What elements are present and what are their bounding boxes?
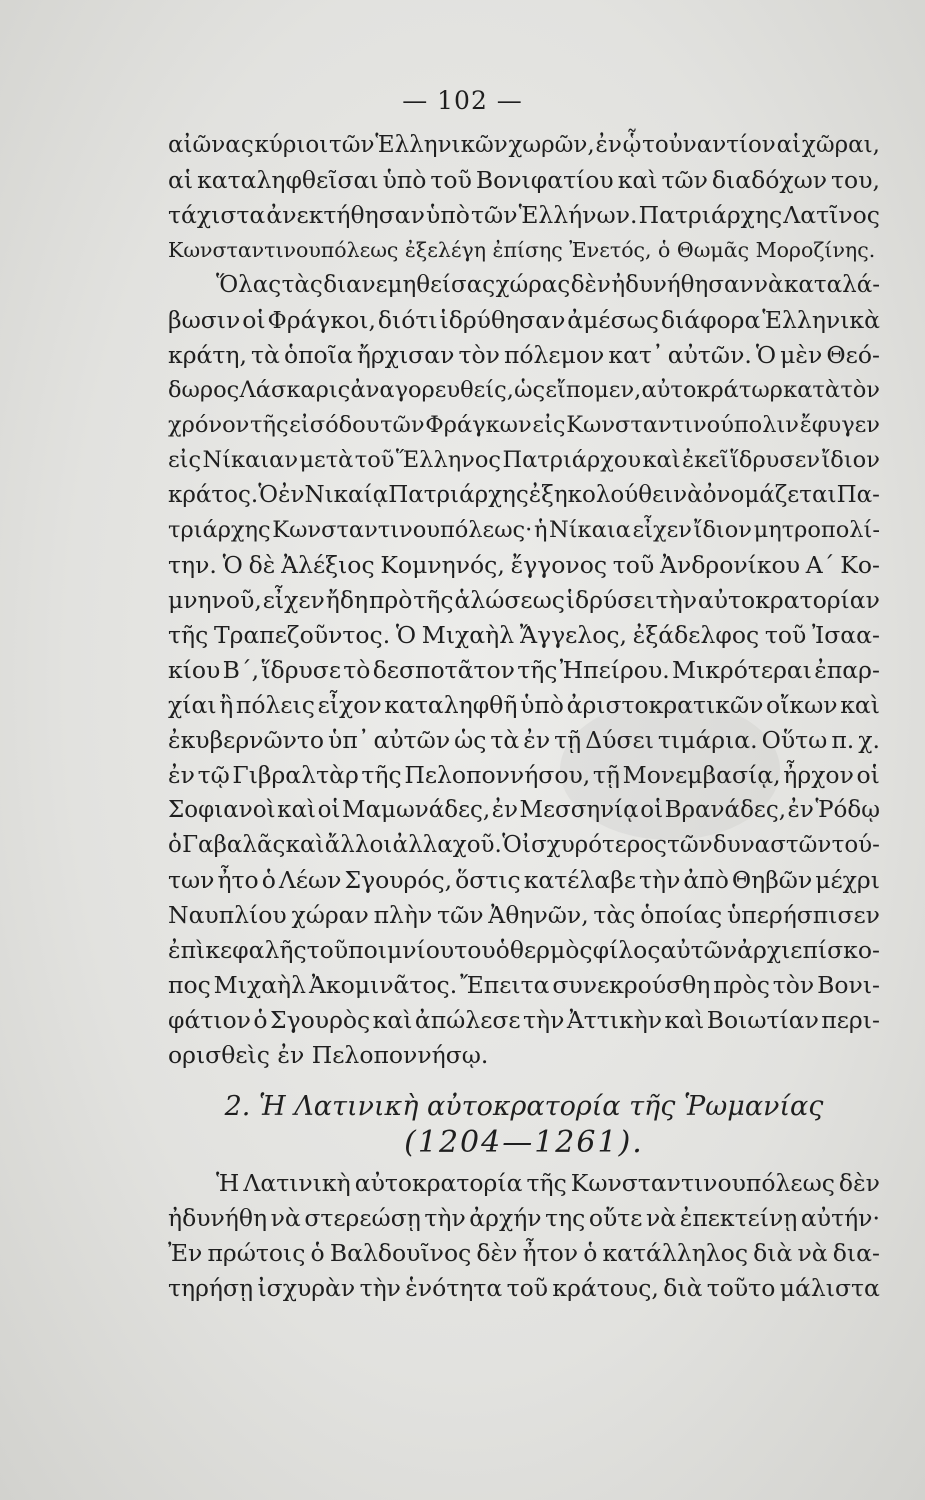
text-line: ἐκυβερνῶντο ὑπ᾿ αὐτῶν ὡς τὰ ἐν τῇ Δύσει τιμάρια. Οὕτω π. χ. [168, 726, 880, 754]
text-line: των ἦτο ὁ Λέων Σγουρός, ὅστις κατέλαβε τὴν ἀπὸ Θηβῶν μέχρι [168, 866, 880, 894]
text-block-section [168, 1166, 880, 1306]
text-line: τῆς Τραπεζοῦντος. Ὁ Μιχαὴλ Ἄγγελος, ἐξάδελφος τοῦ Ἰσαα- [168, 621, 880, 649]
text-line: ἠδυνήθη νὰ στερεώσῃ τὴν ἀρχήν της οὔτε νὰ ἐπεκτείνῃ αὐτήν· [168, 1204, 880, 1232]
text-line: τριάρχης Κωνσταντινουπόλεως· ἡ Νίκαια εἶχεν ἴδιον μητροπολί- [168, 517, 880, 543]
text-line: εἰς Νίκαιαν μετὰ τοῦ Ἕλληνος Πατριάρχου καὶ ἐκεῖ ἵδρυσεν ἴδιον [168, 447, 880, 473]
text-line: Ὅλας τὰς διανεμηθείσας χώρας δὲν ἠδυνήθησαν νὰ καταλά- [216, 272, 880, 298]
page-number: — 102 — [402, 86, 523, 115]
text-block-top [168, 128, 880, 1073]
text-line: κράτη, τὰ ὁποῖα ἤρχισαν τὸν πόλεμον κατ᾿ αὐτῶν. Ὁ μὲν Θεό- [168, 341, 880, 369]
text-line: ὁ Γαβαλᾶς καὶ ἄλλοι ἀλλαχοῦ. Ὁ ἰσχυρότερος τῶν δυναστῶν τού- [168, 832, 880, 858]
section-heading: 2. Ἡ Λατινικὴ αὐτοκρατορία τῆς Ῥωμανίας [224, 1091, 824, 1122]
text-line: μνηνοῦ, εἶχεν ἤδη πρὸ τῆς ἁλώσεως ἱδρύσει τὴν αὐτοκρατορίαν [168, 586, 880, 614]
text-line: τηρήσῃ ἰσχυρὰν τὴν ἑνότητα τοῦ κράτους, διὰ τοῦτο μάλιστα [168, 1274, 880, 1302]
text-line: αἱ καταληφθεῖσαι ὑπὸ τοῦ Βονιφατίου καὶ τῶν διαδόχων του, [168, 166, 880, 194]
text-line: πος Μιχαὴλ Ἀκομινᾶτος. Ἔπειτα συνεκρούσθη πρὸς τὸν Βονι- [168, 971, 880, 999]
text-line: Ναυπλίου χώραν πλὴν τῶν Ἀθηνῶν, τὰς ὁποίας ὑπερήσπισεν [168, 901, 880, 929]
text-line: χρόνον τῆς εἰσόδου τῶν Φράγκων εἰς Κωνσταντινούπολιν ἔφυγεν [168, 412, 880, 438]
section-heading-years: (1204—1261). [404, 1125, 644, 1160]
text-line: βωσιν οἱ Φράγκοι, διότι ἱδρύθησαν ἀμέσως διάφορα Ἑλληνικὰ [168, 306, 880, 334]
text-line: Κωνσταντινουπόλεως ἐξελέγη ἐπίσης Ἐνετός, ὁ Θωμᾶς Μοροζίνης. [168, 238, 876, 262]
text-line: τάχιστα ἀνεκτήθησαν ὑπὸ τῶν Ἑλλήνων. Πατριάρχης Λατῖνος [168, 201, 880, 229]
text-line: χίαι ἢ πόλεις εἶχον καταληφθῆ ὑπὸ ἀριστοκρατικῶν οἴκων καὶ [168, 691, 880, 719]
text-line: την. Ὁ δὲ Ἀλέξιος Κομνηνός, ἔγγονος τοῦ Ἀνδρονίκου Α´ Κο- [168, 551, 880, 579]
text-line: Ἡ Λατινικὴ αὐτοκρατορία τῆς Κωνσταντινουπόλεως δὲν [216, 1169, 880, 1197]
text-line: κίου Β´, ἵδρυσε τὸ δεσποτᾶτον τῆς Ἠπείρου. Μικρότεραι ἐπαρ- [168, 656, 880, 684]
text-line: Ἐν πρώτοις ὁ Βαλδουῖνος δὲν ἦτον ὁ κατάλληλος διὰ νὰ δια- [168, 1239, 880, 1267]
text-line: αἰῶνας κύριοι τῶν Ἑλληνικῶν χωρῶν, ἐν ᾧ τοὐναντίον αἱ χῶραι, [168, 132, 880, 158]
text-line: ἐπὶ κεφαλῆς τοῦ ποιμνίου του ὁ θερμὸς φίλος αὐτῶν ἀρχιεπίσκο- [168, 936, 880, 964]
text-line: δωρος Λάσκαρις ἀναγορευθείς, ὡς εἴπομεν, αὐτοκράτωρ κατὰ τὸν [168, 377, 880, 403]
text-line: ορισθεὶς ἐν Πελοποννήσῳ. [168, 1041, 489, 1069]
text-line: ἐν τῷ Γιβραλτὰρ τῆς Πελοποννήσου, τῇ Μονεμβασίᾳ, ἦρχον οἱ [168, 761, 880, 789]
text-line: κράτος. Ὁ ἐν Νικαίᾳ Πατριάρχης ἐξηκολούθει νὰ ὀνομάζεται Πα- [168, 482, 880, 508]
text-line: φάτιον ὁ Σγουρὸς καὶ ἀπώλεσε τὴν Ἀττικὴν καὶ Βοιωτίαν περι- [168, 1006, 880, 1034]
text-line: Σοφιανοὶ καὶ οἱ Μαμωνάδες, ἐν Μεσσηνίᾳ οἱ Βρανάδες, ἐν Ῥόδῳ [168, 797, 880, 823]
